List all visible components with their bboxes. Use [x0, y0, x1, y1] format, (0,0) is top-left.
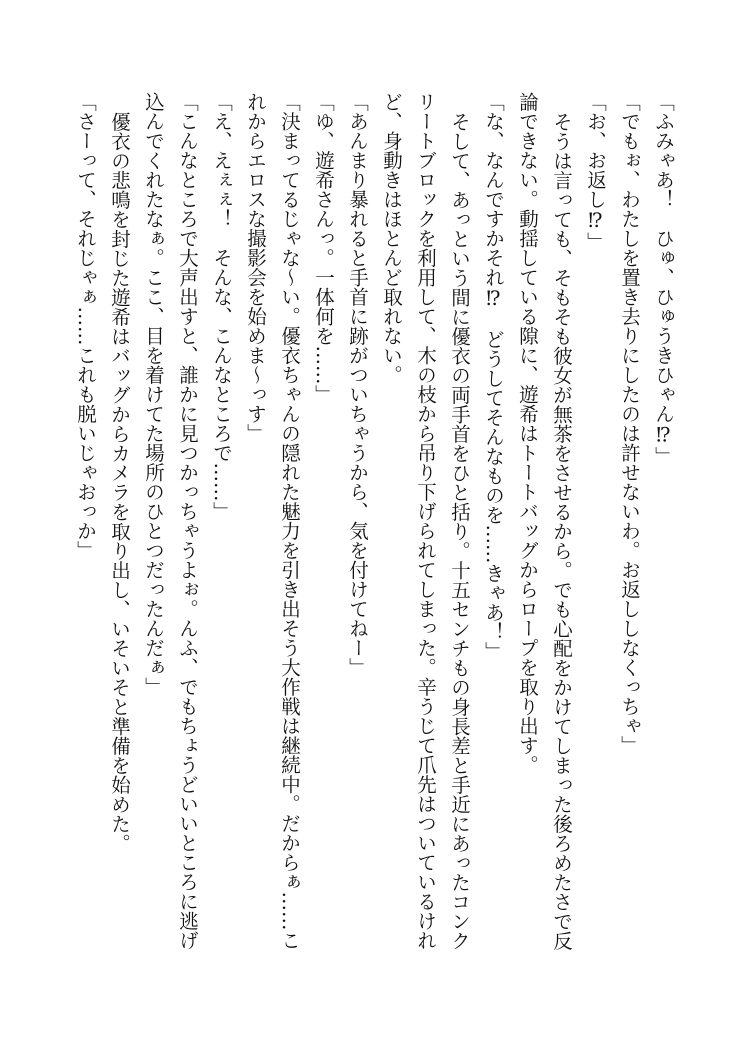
paragraph: 「さーって、それじゃぁ……これも脱いじゃおっか」 — [74, 92, 97, 560]
paragraph: 「あんまり暴れると手首に跡がついちゃうから、気を付けてねー」 — [346, 92, 369, 677]
paragraph: 「でもぉ、わたしを置き去りにしたのは許せないわ。お返ししなくっちゃ」 — [618, 92, 641, 755]
paragraph: 「決まってるじゃな～い。優衣ちゃんの隠れた魅力を引き出そう大作戦は継続中。だからぁ……これからエロスな撮影会を始めま～っす」 — [244, 92, 301, 950]
paragraph: 「ふみゃあ！ ひゅ、ひゅうきひゃん⁉」 — [652, 92, 675, 466]
novel-text — [68, 92, 680, 952]
paragraph: そうは言っても、そもそも彼女が無茶をさせるから。でも心配をかけてしまった後ろめたさで反論できない。動揺している隙に、遊希はトートバッグからロープを取り出す。 — [516, 92, 573, 950]
paragraph: 「ゆ、遊希さんっ。一体何を……」 — [312, 92, 335, 404]
paragraph: そして、あっという間に優衣の両手首をひと括り。十五センチもの身長差と手近にあったコンクリートブロックを利用して、木の枝から吊り下げられてしまった。辛うじて爪先はついているけれど、身動きはほとんど取れない。 — [380, 92, 471, 950]
paragraph: 「お、お返し⁉」 — [584, 92, 607, 252]
paragraph: 「こんなところで大声出すと、誰かに見つかっちゃうよぉ。んふ、でもちょうどいいところに逃げ込んでくれたなぁ。ここ、目を着けてた場所のひとつだったんだぁ」 — [142, 92, 199, 950]
paragraph: 「え、えぇぇ！ そんな、こんなところで……」 — [210, 92, 233, 521]
paragraph: 優衣の悲鳴を封じた遊希はバッグからカメラを取り出し、いそいそと準備を始めた。 — [108, 111, 131, 853]
paragraph: 「な、なんですかそれ⁉ どうしてそんなものを……きゃあ！」 — [482, 92, 505, 661]
